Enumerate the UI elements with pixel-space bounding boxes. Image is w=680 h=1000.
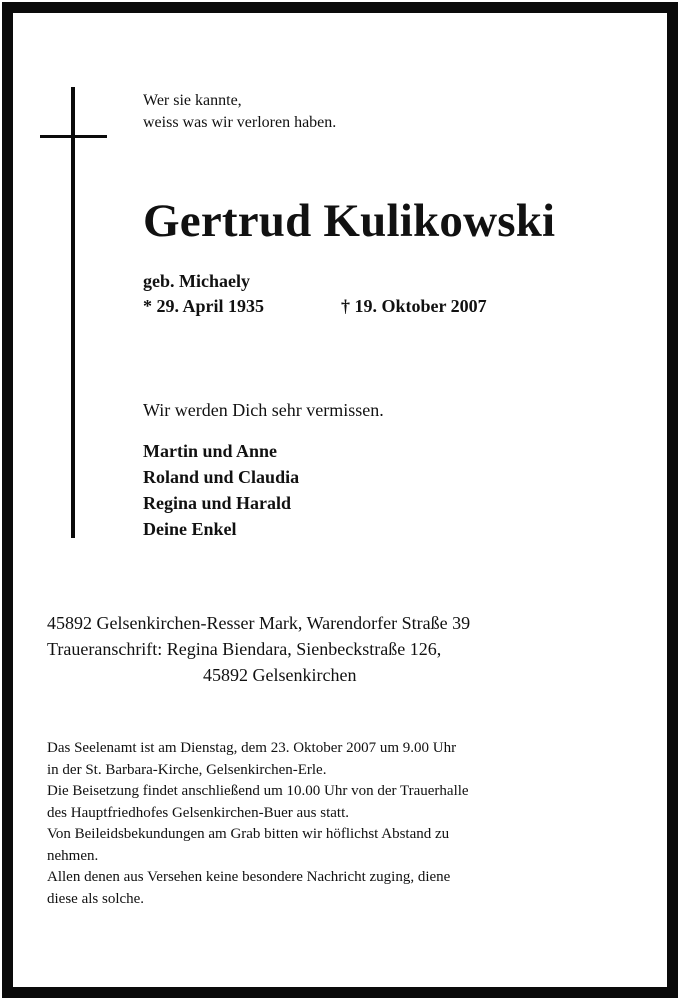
motto xyxy=(143,90,336,134)
service-info xyxy=(47,738,637,910)
family-member: Martin und Anne xyxy=(143,441,278,461)
info-line: in der St. Barbara-Kirche, Gelsenkirchen-Erle. xyxy=(47,761,327,778)
family-member: Regina und Harald xyxy=(143,493,292,513)
info-line: Von Beileidsbekundungen am Grab bitten wir höflichst Abstand zu xyxy=(47,826,450,842)
address-line: Traueranschrift: Regina Biendara, Sienbeckstraße 126, xyxy=(47,639,442,659)
cross-horizontal-bar xyxy=(40,135,107,138)
info-line: Allen denen aus Versehen keine besondere Nachricht zuging, diene xyxy=(47,869,451,885)
info-line: diese als solche. xyxy=(47,890,145,907)
born-name: geb. Michaely xyxy=(143,271,250,291)
motto-line: Wer sie kannte, xyxy=(143,92,242,109)
family-member: Roland und Claudia xyxy=(143,467,300,487)
family-list xyxy=(143,438,299,542)
address-line: 45892 Gelsenkirchen-Resser Mark, Warendorfer Straße 39 xyxy=(47,613,471,633)
info-line: Die Beisetzung findet anschließend um 10.00 Uhr von der Trauerhalle xyxy=(47,783,469,799)
family-member: Deine Enkel xyxy=(143,519,237,539)
address-block xyxy=(47,610,470,688)
info-line: Das Seelenamt ist am Dienstag, dem 23. Oktober 2007 um 9.00 Uhr xyxy=(47,740,457,756)
info-line: nehmen. xyxy=(47,847,99,864)
motto-line: weiss was wir verloren haben. xyxy=(143,114,337,131)
mourning-line: Wir werden Dich sehr vermissen. xyxy=(143,400,384,420)
info-line: des Hauptfriedhofes Gelsenkirchen-Buer aus statt. xyxy=(47,804,349,821)
address-line: 45892 Gelsenkirchen xyxy=(203,665,357,685)
life-dates xyxy=(143,296,487,317)
death-date: † 19. Oktober 2007 xyxy=(341,296,487,316)
cross-vertical-bar xyxy=(71,87,75,538)
birth-date: * 29. April 1935 xyxy=(143,296,265,316)
deceased-name: Gertrud Kulikowski xyxy=(143,195,556,247)
